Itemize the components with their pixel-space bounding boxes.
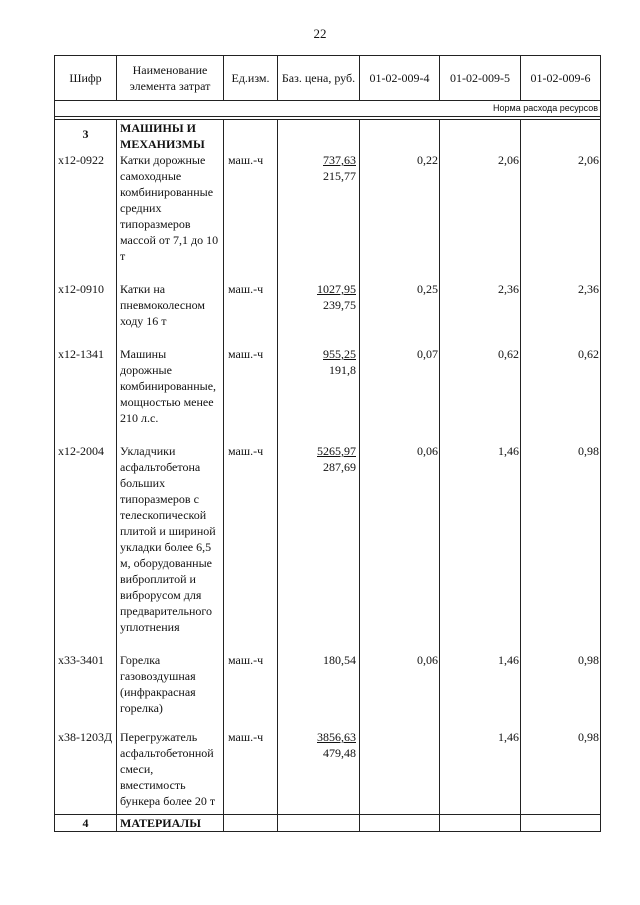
row-name: Горелка газовоздушная (инфракрасная горелка) — [117, 652, 224, 729]
subheader-row — [55, 101, 601, 117]
header-name: Наименование элемента затрат — [117, 56, 224, 101]
price-main: 180,54 — [323, 653, 356, 667]
row-value-col3: 0,62 — [521, 346, 601, 443]
page-number: 22 — [313, 26, 327, 41]
price-sub: 479,48 — [323, 746, 356, 760]
row-unit: маш.-ч — [224, 346, 278, 443]
row-unit: маш.-ч — [224, 152, 278, 281]
price-sub: 287,69 — [323, 460, 356, 474]
row-value-col3: 2,36 — [521, 281, 601, 346]
row-name: Укладчики асфальтобетона больших типоразмеров с телескопической плитой и шириной укладки более 6,5 м, оборудованные виброплитой и виброрусом для предварительного уплотнения — [117, 443, 224, 652]
header-col3: 01-02-009-6 — [521, 56, 601, 101]
row-code: х12-1341 — [55, 346, 117, 443]
table-row — [55, 729, 601, 815]
table-row — [55, 443, 601, 652]
section-number: 4 — [55, 815, 117, 832]
section-number: 3 — [55, 120, 117, 153]
subheader-label: Норма расхода ресурсов — [55, 101, 601, 117]
price-main: 955,25 — [323, 347, 356, 361]
header-row — [55, 56, 601, 101]
row-unit: маш.-ч — [224, 729, 278, 815]
table-row — [55, 652, 601, 729]
row-price — [278, 443, 360, 652]
row-code: х12-0910 — [55, 281, 117, 346]
header-col1: 01-02-009-4 — [360, 56, 440, 101]
row-value-col2: 2,36 — [440, 281, 521, 346]
header-price: Баз. цена, руб. — [278, 56, 360, 101]
price-sub: 215,77 — [323, 169, 356, 183]
row-code: х12-0922 — [55, 152, 117, 281]
row-name: Катки дорожные самоходные комбинированные средних типоразмеров массой от 7,1 до 10 т — [117, 152, 224, 281]
row-unit: маш.-ч — [224, 652, 278, 729]
price-main: 5265,97 — [317, 444, 356, 458]
row-code: х33-3401 — [55, 652, 117, 729]
row-value-col1: 0,06 — [360, 443, 440, 652]
row-price — [278, 729, 360, 815]
row-value-col2: 0,62 — [440, 346, 521, 443]
section-header-row — [55, 815, 601, 832]
row-name: Машины дорожные комбинированные, мощностью менее 210 л.с. — [117, 346, 224, 443]
section-header-row — [55, 120, 601, 153]
header-code: Шифр — [55, 56, 117, 101]
price-main: 737,63 — [323, 153, 356, 167]
row-price — [278, 281, 360, 346]
row-value-col3: 0,98 — [521, 729, 601, 815]
row-value-col1: 0,22 — [360, 152, 440, 281]
table-row — [55, 346, 601, 443]
row-unit: маш.-ч — [224, 281, 278, 346]
row-name: Перегружатель асфальтобетонной смеси, вместимость бункера более 20 т — [117, 729, 224, 815]
row-name: Катки на пневмоколесном ходу 16 т — [117, 281, 224, 346]
row-value-col1: 0,07 — [360, 346, 440, 443]
price-sub: 239,75 — [323, 298, 356, 312]
row-unit: маш.-ч — [224, 443, 278, 652]
row-price — [278, 152, 360, 281]
row-price — [278, 652, 360, 729]
table-row — [55, 281, 601, 346]
row-value-col1: 0,25 — [360, 281, 440, 346]
row-value-col2: 1,46 — [440, 652, 521, 729]
row-code: х38-1203Д — [55, 729, 117, 815]
row-value-col2: 1,46 — [440, 443, 521, 652]
resource-table — [54, 55, 601, 832]
table-row — [55, 152, 601, 281]
price-main: 3856,63 — [317, 730, 356, 744]
row-value-col1 — [360, 729, 440, 815]
row-value-col1: 0,06 — [360, 652, 440, 729]
section-title: МАТЕРИАЛЫ — [117, 815, 224, 832]
header-col2: 01-02-009-5 — [440, 56, 521, 101]
row-code: х12-2004 — [55, 443, 117, 652]
price-main: 1027,95 — [317, 282, 356, 296]
row-value-col3: 0,98 — [521, 443, 601, 652]
header-unit: Ед.изм. — [224, 56, 278, 101]
section-title: МАШИНЫ И МЕХАНИЗМЫ — [117, 120, 224, 153]
row-value-col3: 2,06 — [521, 152, 601, 281]
row-price — [278, 346, 360, 443]
row-value-col2: 2,06 — [440, 152, 521, 281]
row-value-col2: 1,46 — [440, 729, 521, 815]
price-sub: 191,8 — [329, 363, 356, 377]
row-value-col3: 0,98 — [521, 652, 601, 729]
